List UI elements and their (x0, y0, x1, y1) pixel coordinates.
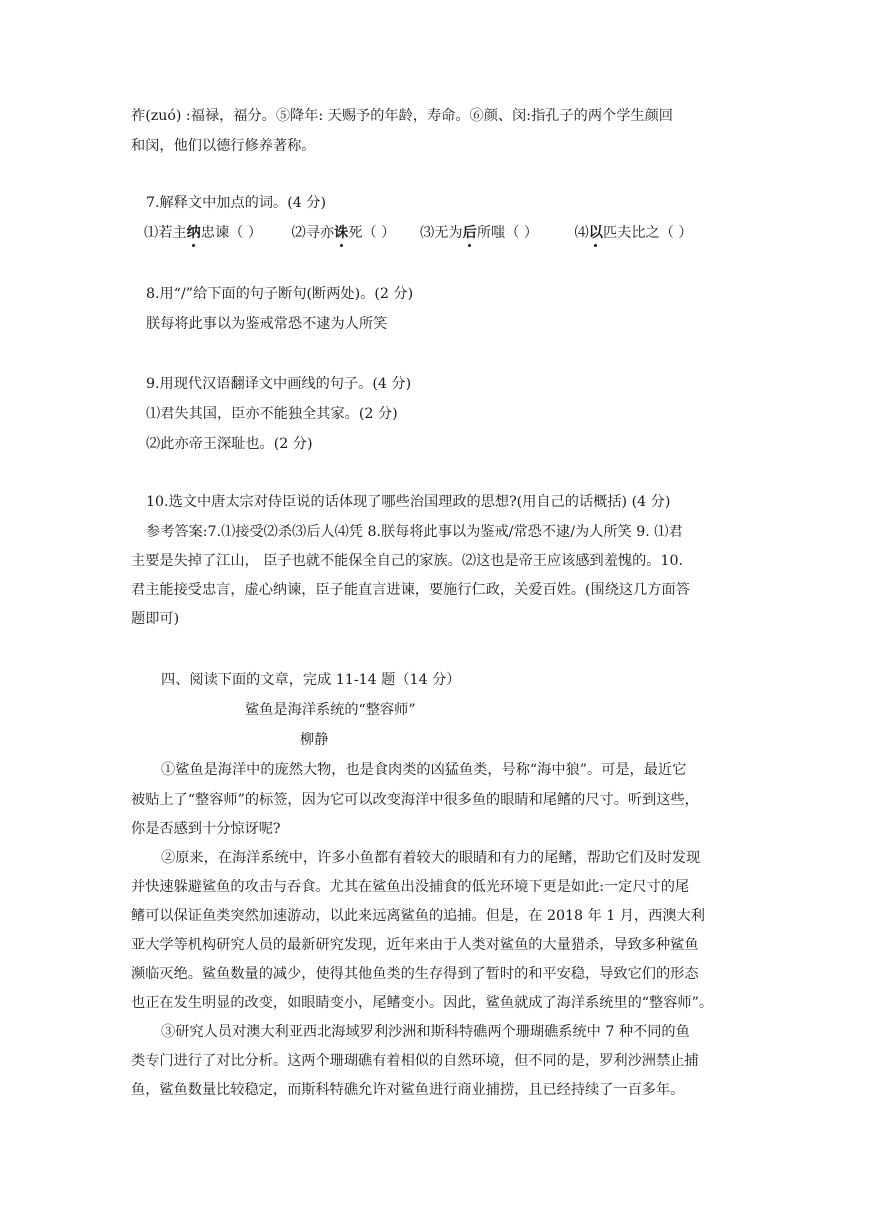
question-8-title: 8.用“/”给下面的句子断句(断两处)。(2 分) (146, 286, 414, 302)
answer-line: 君主能接受忠言，虚心纳谏，臣子能直言进谏，要施行仁政，关爱百姓。(围绕这几方面答 (131, 582, 690, 598)
paragraph-line: ③研究人员对澳大利亚西北海域罗利沙洲和斯科特礁两个珊瑚礁系统中 7 种不同的鱼 (161, 1024, 690, 1040)
question-7-item: ⑴若主纳忠谏（ ） (144, 225, 263, 241)
question-7-title: 7.解释文中加点的词。(4 分) (146, 195, 327, 211)
answer-line: 题即可) (131, 611, 180, 627)
note-line: 和闵，他们以德行修养著称。 (131, 138, 316, 154)
question-7-item: ⑷以匹夫比之（ ） (574, 225, 693, 241)
answer-line: 参考答案:7.⑴接受⑵杀⑶后人⑷凭 8.朕每将此事以为鉴戒/常恐不逮/为人所笑 9. ⑴君 (146, 524, 683, 540)
question-7-item: ⑶无为后所嗤（ ） (420, 225, 539, 241)
question-10-title: 10.选文中唐太宗对侍臣说的话体现了哪些治国理政的思想?(用自己的话概括) (4 分) (146, 494, 671, 510)
section-heading: 四、阅读下面的文章，完成 11-14 题（14 分） (161, 672, 461, 688)
question-8-sentence: 朕每将此事以为鉴戒常恐不逮为人所笑 (146, 316, 388, 332)
paragraph-line: 并快速躲避鲨鱼的攻击与吞食。尤其在鲨鱼出没捕食的低光环境下更是如此:一定尺寸的尾 (131, 879, 690, 895)
paragraph-line: ②原来，在海洋系统中，许多小鱼都有着较大的眼睛和有力的尾鳍，帮助它们及时发现 (161, 850, 701, 866)
paragraph-line: 也正在发生明显的改变，如眼睛变小，尾鳍变小。因此，鲨鱼就成了海洋系统里的“整容师”。 (131, 995, 714, 1011)
note-line: 祚(zuó) :福禄，福分。⑤降年: 天赐予的年龄，寿命。⑥颜、闵:指孔子的两个学生颜回 (131, 108, 673, 124)
question-7-items (144, 223, 693, 243)
question-9-title: 9.用现代汉语翻译文中画线的句子。(4 分) (146, 376, 412, 392)
article-author: 柳静 (300, 732, 329, 748)
paragraph-line: ①鲨鱼是海洋中的庞然大物，也是食肉类的凶猛鱼类，号称“海中狼”。可是，最近它 (161, 762, 687, 778)
paragraph-line: 被贴上了“整容师”的标签，因为它可以改变海洋中很多鱼的眼睛和尾鳍的尺寸。听到这些， (131, 792, 699, 808)
question-9-item: ⑴君失其国，臣亦不能独全其家。(2 分) (146, 406, 398, 422)
paragraph-line: 濒临灭绝。鲨鱼数量的减少，使得其他鱼类的生存得到了暂时的和平安稳，导致它们的形态 (131, 966, 699, 982)
paragraph-line: 类专门进行了对比分析。这两个珊瑚礁有着相似的自然环境，但不同的是，罗利沙洲禁止捕 (131, 1053, 699, 1069)
paragraph-line: 鱼，鲨鱼数量比较稳定，而斯科特礁允许对鲨鱼进行商业捕捞，且已经持续了一百多年。 (131, 1082, 685, 1098)
question-9-item: ⑵此亦帝王深耻也。(2 分) (146, 436, 313, 452)
paragraph-line: 你是否感到十分惊讶呢? (131, 821, 281, 837)
paragraph-line: 鳍可以保证鱼类突然加速游动，以此来远离鲨鱼的追捕。但是，在 2018 年 1 月，西澳大利 (131, 908, 705, 924)
article-title: 鲨鱼是海洋系统的“整容师” (245, 702, 416, 718)
answer-line: 主要是失掉了江山， 臣子也就不能保全自己的家族。⑵这也是帝王应该感到羞愧的。10. (131, 553, 684, 569)
question-7-item: ⑵寻亦诛死（ ） (291, 225, 396, 241)
paragraph-line: 亚大学等机构研究人员的最新研究发现，近年来由于人类对鲨鱼的大量猎杀，导致多种鲨鱼 (131, 937, 699, 953)
